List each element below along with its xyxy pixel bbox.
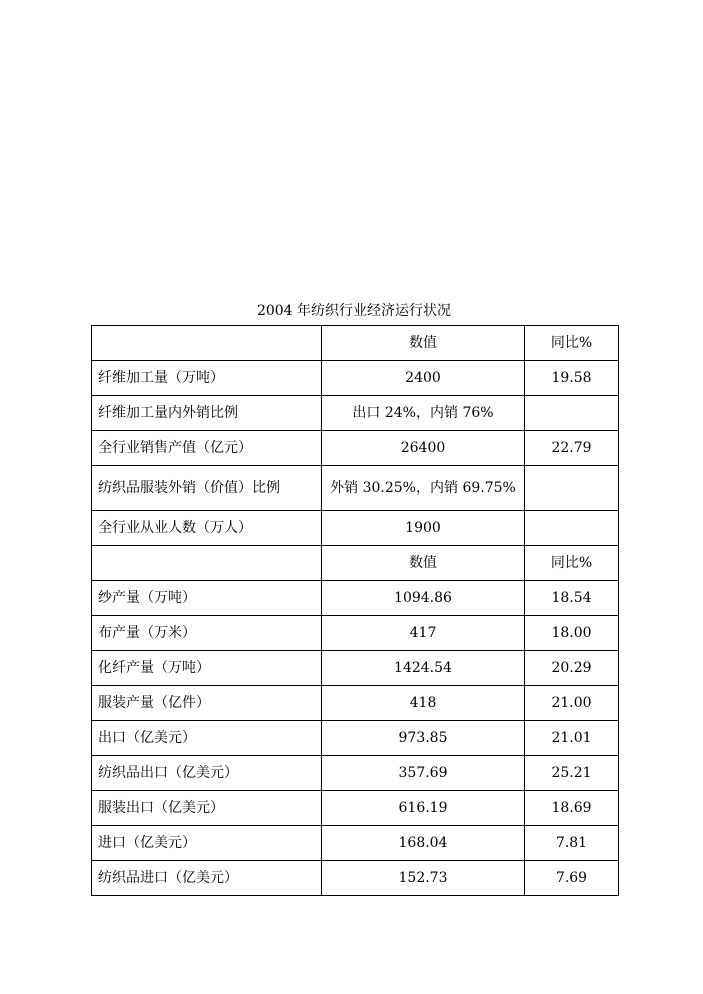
value-cell: 1424.54 (322, 651, 525, 686)
value-cell: 1094.86 (322, 581, 525, 616)
value-cell: 2400 (322, 361, 525, 396)
table-row (92, 431, 619, 466)
header-value-cell: 数值 (322, 326, 525, 361)
header-indicator-cell (92, 326, 322, 361)
header-yoy-cell: 同比% (525, 326, 619, 361)
table-row (92, 361, 619, 396)
economic-status-table (91, 325, 619, 896)
table-row (92, 791, 619, 826)
table-row (92, 861, 619, 896)
indicator-cell: 全行业销售产值（亿元） (92, 431, 322, 466)
yoy-cell: 21.00 (525, 686, 619, 721)
table-header-row (92, 546, 619, 581)
indicator-cell: 进口（亿美元） (92, 826, 322, 861)
value-cell: 357.69 (322, 756, 525, 791)
indicator-cell: 化纤产量（万吨） (92, 651, 322, 686)
value-cell: 417 (322, 616, 525, 651)
indicator-cell: 出口（亿美元） (92, 721, 322, 756)
yoy-cell (525, 466, 619, 511)
value-cell: 616.19 (322, 791, 525, 826)
table-row (92, 826, 619, 861)
header-indicator-cell (92, 546, 322, 581)
value-cell: 26400 (322, 431, 525, 466)
yoy-cell: 7.81 (525, 826, 619, 861)
yoy-cell (525, 511, 619, 546)
yoy-cell: 20.29 (525, 651, 619, 686)
indicator-cell: 纺织品服装外销（价值）比例 (92, 466, 322, 511)
value-cell: 418 (322, 686, 525, 721)
table-row (92, 511, 619, 546)
indicator-cell: 全行业从业人数（万人） (92, 511, 322, 546)
indicator-cell: 服装出口（亿美元） (92, 791, 322, 826)
indicator-cell: 服装产量（亿件） (92, 686, 322, 721)
indicator-cell: 布产量（万米） (92, 616, 322, 651)
yoy-cell: 18.54 (525, 581, 619, 616)
indicator-cell: 纺织品进口（亿美元） (92, 861, 322, 896)
yoy-cell (525, 396, 619, 431)
table-row (92, 396, 619, 431)
yoy-cell: 22.79 (525, 431, 619, 466)
value-cell: 1900 (322, 511, 525, 546)
yoy-cell: 19.58 (525, 361, 619, 396)
yoy-cell: 7.69 (525, 861, 619, 896)
indicator-cell: 纤维加工量（万吨） (92, 361, 322, 396)
table-row (92, 616, 619, 651)
indicator-cell: 纱产量（万吨） (92, 581, 322, 616)
table-header-row (92, 326, 619, 361)
table-row (92, 756, 619, 791)
table-row (92, 466, 619, 511)
header-yoy-cell: 同比% (525, 546, 619, 581)
value-cell: 外销 30.25%，内销 69.75% (322, 466, 525, 511)
yoy-cell: 18.00 (525, 616, 619, 651)
value-cell: 152.73 (322, 861, 525, 896)
yoy-cell: 21.01 (525, 721, 619, 756)
yoy-cell: 25.21 (525, 756, 619, 791)
table-row (92, 721, 619, 756)
indicator-cell: 纤维加工量内外销比例 (92, 396, 322, 431)
indicator-cell: 纺织品出口（亿美元） (92, 756, 322, 791)
table-title: 2004 年纺织行业经济运行状况 (256, 303, 452, 319)
value-cell: 出口 24%，内销 76% (322, 396, 525, 431)
table-row (92, 651, 619, 686)
table-row (92, 686, 619, 721)
header-value-cell: 数值 (322, 546, 525, 581)
table-row (92, 581, 619, 616)
value-cell: 973.85 (322, 721, 525, 756)
yoy-cell: 18.69 (525, 791, 619, 826)
value-cell: 168.04 (322, 826, 525, 861)
